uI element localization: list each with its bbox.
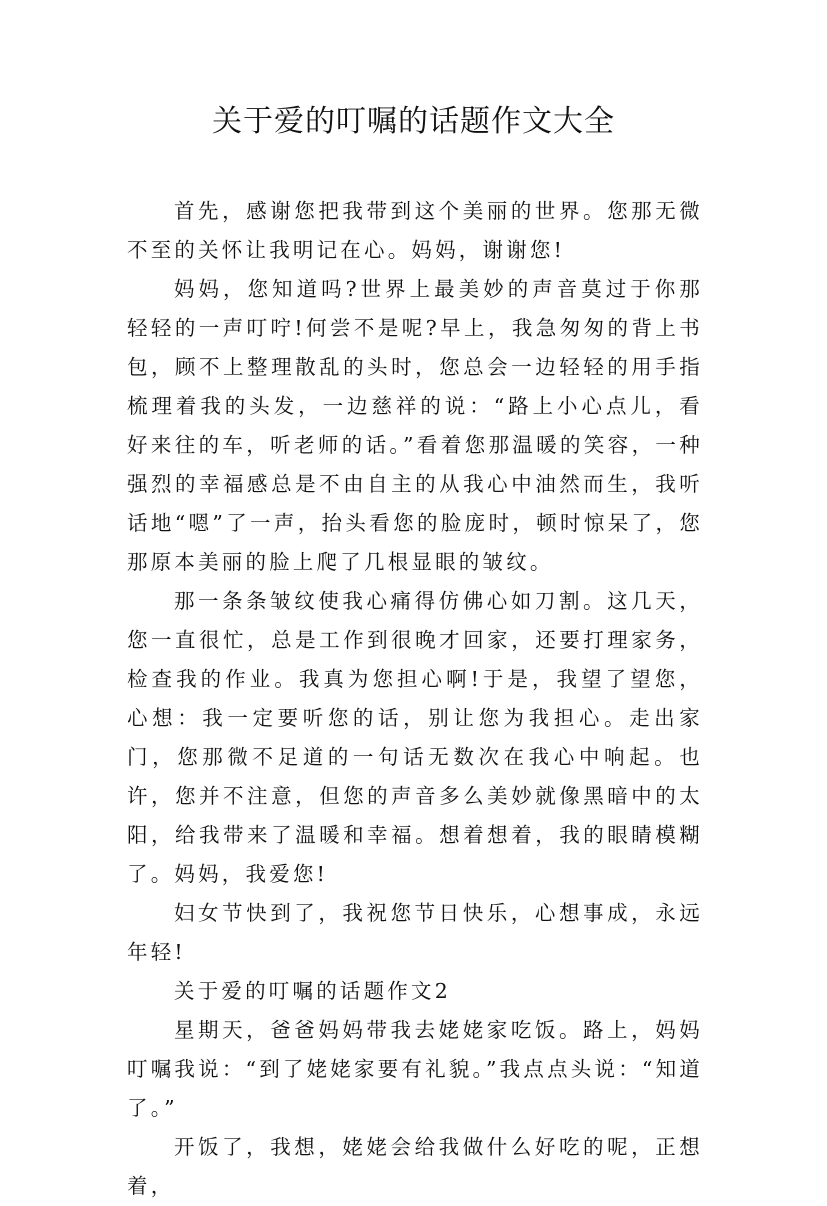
paragraph-2: 妈妈，您知道吗?世界上最美妙的声音莫过于你那轻轻的一声叮咛!何尝不是呢?早上，我急匆匆的背上书包，顾不上整理散乱的头时，您总会一边轻轻的用手指梳理着我的头发，一边慈祥的说：“路上小心点儿，看好来往的车，听老师的话。”看着您那温暖的笑容，一种强烈的幸福感总是不由自主的从我心中油然而生，我听话地“嗯”了一声，抬头看您的脸庞时，顿时惊呆了，您那原本美丽的脸上爬了几根显眼的皱纹。 bbox=[127, 277, 703, 574]
paragraph-5: 星期天，爸爸妈妈带我去姥姥家吃饭。路上，妈妈叮嘱我说：“到了姥姥家要有礼貌。”我点点头说：“知道了。” bbox=[127, 1018, 703, 1120]
section-heading-2: 关于爱的叮嘱的话题作文2 bbox=[174, 979, 451, 1003]
paragraph-1: 首先，感谢您把我带到这个美丽的世界。您那无微不至的关怀让我明记在心。妈妈，谢谢您! bbox=[127, 199, 703, 262]
paragraph-6: 开饭了，我想，姥姥会给我做什么好吃的呢，正想着， bbox=[127, 1135, 703, 1198]
document-body bbox=[127, 192, 703, 1206]
paragraph-4: 妇女节快到了，我祝您节日快乐，心想事成，永远年轻! bbox=[127, 901, 703, 964]
paragraph-3: 那一条条皱纹使我心痛得仿佛心如刀割。这几天，您一直很忙，总是工作到很晚才回家，还要打理家务，检查我的作业。我真为您担心啊!于是，我望了望您，心想：我一定要听您的话，别让您为我担心。走出家门，您那微不足道的一句话无数次在我心中响起。也许，您并不注意，但您的声音多么美妙就像黑暗中的太阳，给我带来了温暖和幸福。想着想着，我的眼睛模糊了。妈妈，我爱您! bbox=[127, 589, 703, 886]
document-title: 关于爱的叮嘱的话题作文大全 bbox=[212, 104, 615, 139]
